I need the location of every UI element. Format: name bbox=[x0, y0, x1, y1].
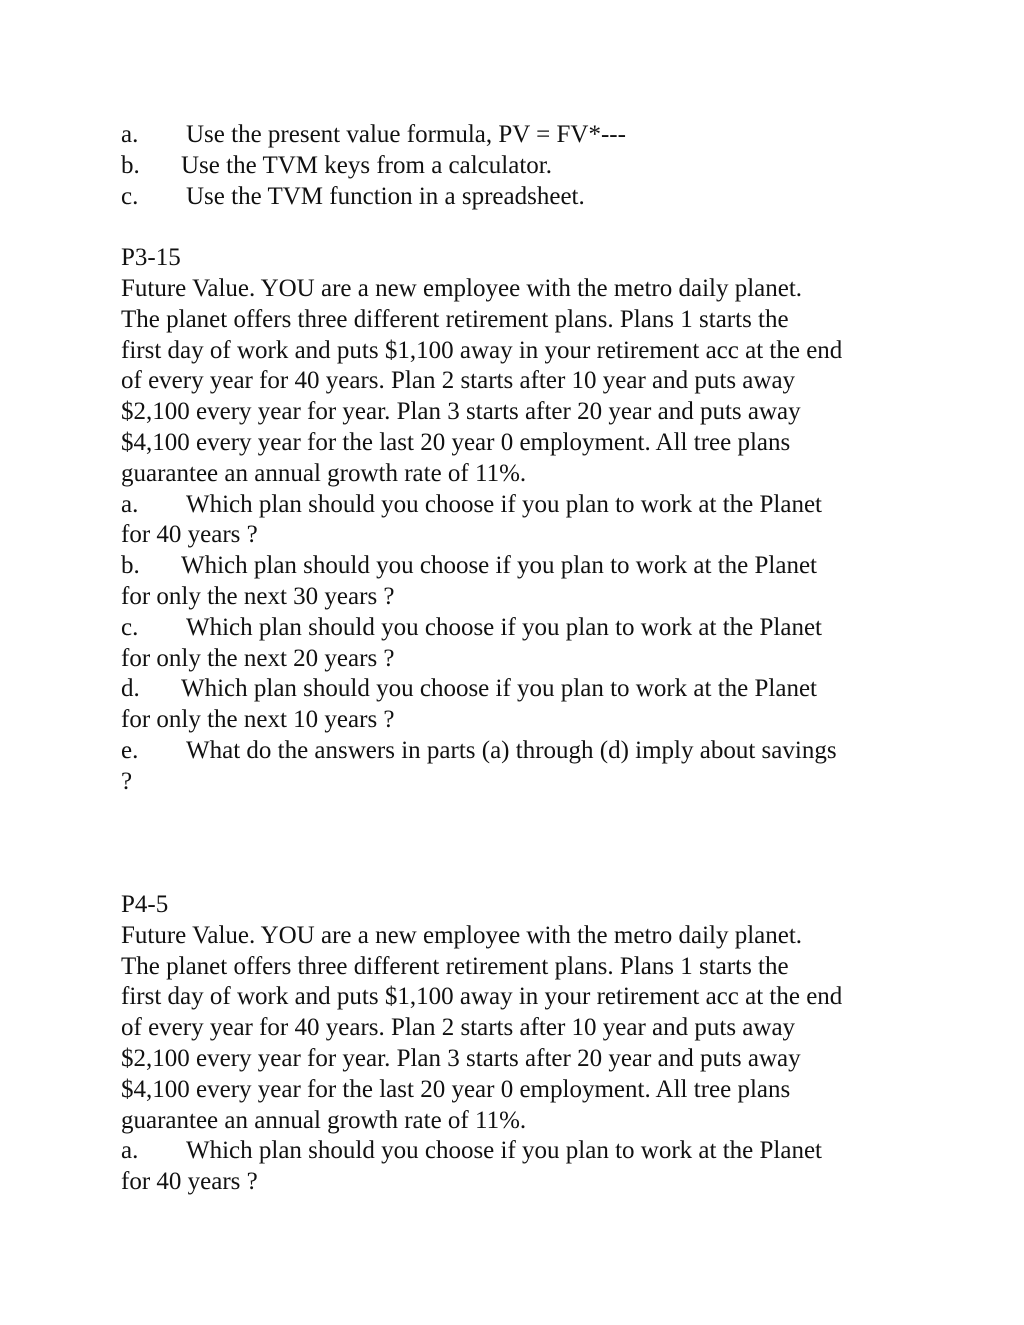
question-continuation: for only the next 20 years ? bbox=[121, 644, 395, 672]
list-marker: a. bbox=[121, 1137, 139, 1165]
list-marker: b. bbox=[121, 151, 140, 179]
paragraph-line: The planet offers three different retirement plans. Plans 1 starts the bbox=[121, 305, 789, 333]
paragraph-line: Future Value. YOU are a new employee with the metro daily planet. bbox=[121, 274, 803, 302]
intro-item-a bbox=[121, 120, 911, 151]
problem-p4-5 bbox=[121, 890, 911, 1198]
list-marker: c. bbox=[121, 613, 139, 641]
list-item-text: Use the TVM function in a spreadsheet. bbox=[186, 182, 585, 210]
list-marker: a. bbox=[121, 490, 139, 518]
paragraph-line: guarantee an annual growth rate of 11%. bbox=[121, 459, 527, 487]
document-page bbox=[121, 120, 911, 1198]
question-a bbox=[121, 490, 911, 521]
question-text: Which plan should you choose if you plan to work at the Planet bbox=[181, 675, 817, 703]
list-marker: d. bbox=[121, 675, 140, 703]
spacer bbox=[121, 798, 911, 890]
paragraph-line: first day of work and puts $1,100 away in your retirement acc at the end bbox=[121, 336, 843, 364]
paragraph-line: $2,100 every year for year. Plan 3 starts after 20 year and puts away bbox=[121, 1044, 801, 1072]
paragraph-line: The planet offers three different retirement plans. Plans 1 starts the bbox=[121, 952, 789, 980]
paragraph-line: guarantee an annual growth rate of 11%. bbox=[121, 1106, 527, 1134]
list-marker: a. bbox=[121, 121, 139, 148]
question-text: Which plan should you choose if you plan to work at the Planet bbox=[186, 1137, 822, 1165]
intro-item-b bbox=[121, 151, 911, 182]
paragraph-line: Future Value. YOU are a new employee with the metro daily planet. bbox=[121, 921, 803, 949]
question-d bbox=[121, 674, 911, 705]
paragraph-line: of every year for 40 years. Plan 2 starts after 10 year and puts away bbox=[121, 367, 796, 395]
list-marker: e. bbox=[121, 736, 139, 764]
intro-list bbox=[121, 120, 911, 212]
question-text: Which plan should you choose if you plan to work at the Planet bbox=[186, 490, 822, 518]
question-e bbox=[121, 736, 911, 767]
question-text: Which plan should you choose if you plan to work at the Planet bbox=[186, 613, 822, 641]
question-text: What do the answers in parts (a) through (d) imply about savings bbox=[186, 736, 837, 764]
question-b bbox=[121, 551, 911, 582]
paragraph-line: of every year for 40 years. Plan 2 starts after 10 year and puts away bbox=[121, 1014, 796, 1042]
question-continuation: for 40 years ? bbox=[121, 521, 258, 549]
spacer bbox=[121, 212, 911, 243]
paragraph-line: first day of work and puts $1,100 away in your retirement acc at the end bbox=[121, 983, 843, 1011]
list-marker: c. bbox=[121, 182, 139, 210]
list-marker: b. bbox=[121, 552, 140, 580]
paragraph-line: $2,100 every year for year. Plan 3 starts after 20 year and puts away bbox=[121, 398, 801, 426]
question-continuation: for only the next 10 years ? bbox=[121, 706, 395, 734]
paragraph-line: $4,100 every year for the last 20 year 0 employment. All tree plans bbox=[121, 1075, 791, 1103]
question-continuation: ? bbox=[121, 767, 133, 795]
question-a bbox=[121, 1136, 911, 1167]
question-text: Which plan should you choose if you plan to work at the Planet bbox=[181, 552, 817, 580]
list-item-text: Use the present value formula, PV = FV*--- bbox=[186, 121, 626, 148]
problem-p3-15 bbox=[121, 243, 911, 797]
list-item-text: Use the TVM keys from a calculator. bbox=[181, 151, 552, 179]
intro-item-c bbox=[121, 182, 911, 213]
question-continuation: for 40 years ? bbox=[121, 1168, 258, 1196]
paragraph-line: $4,100 every year for the last 20 year 0 employment. All tree plans bbox=[121, 428, 791, 456]
question-continuation: for only the next 30 years ? bbox=[121, 582, 395, 610]
problem-heading: P3-15 bbox=[121, 244, 181, 272]
question-c bbox=[121, 613, 911, 644]
problem-heading: P4-5 bbox=[121, 890, 169, 918]
